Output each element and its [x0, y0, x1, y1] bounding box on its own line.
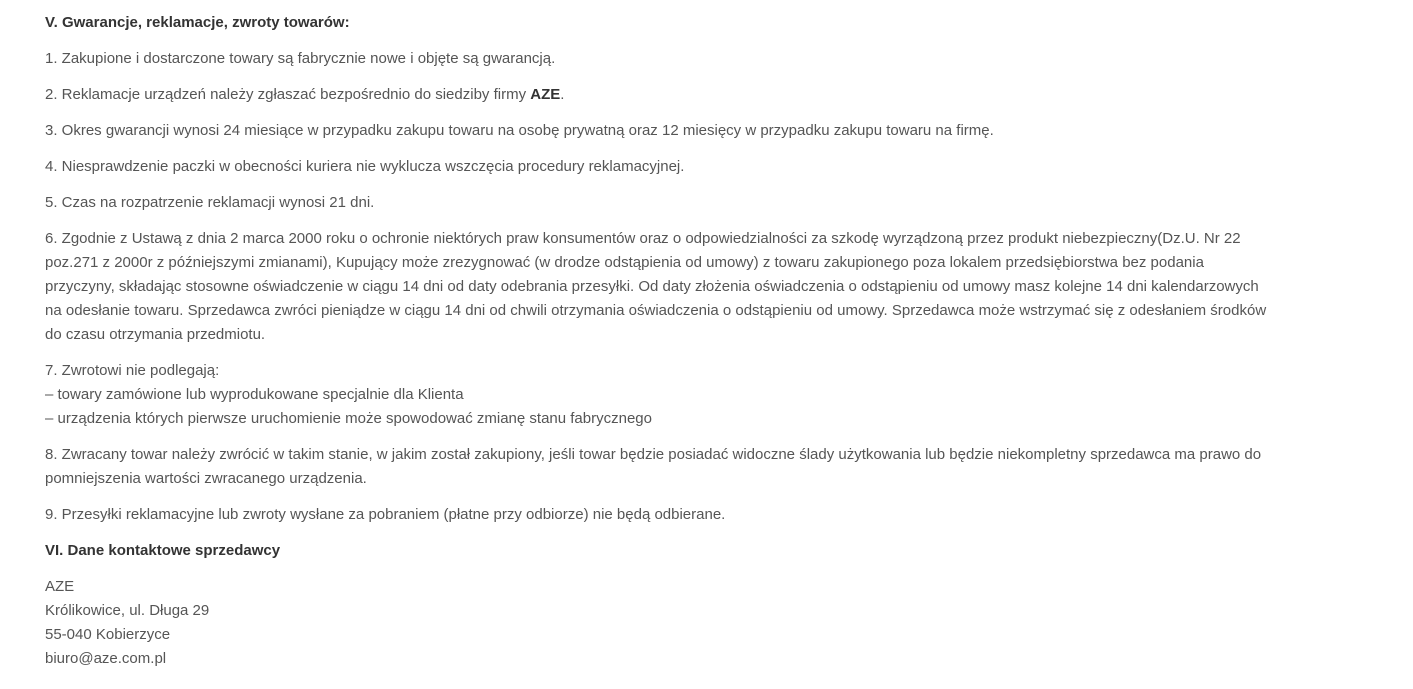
terms-content — [45, 11, 1270, 683]
warranty-item-8: 8. Zwracany towar należy zwrócić w takim stanie, w jakim został zakupiony, jeśli towar będzie posiadać widoczne ślady użytkowania lub będzie niekompletny sprzedawca ma prawo do pomniejszenia wartości zwracanego urządzenia. — [45, 446, 1262, 487]
warranty-item-6: 6. Zgodnie z Ustawą z dnia 2 marca 2000 roku o ochronie niektórych praw konsumentów oraz o odpowiedzialności za szkodę wyrządzoną przez produkt niebezpieczny(Dz.U. Nr 22 poz.271 z 2000r z późniejszymi zmianami), Kupujący może zrezygnować (w drodze odstąpienia od umowy) z towaru zakupionego poza lokalem przedsiębiorstwa bez podania przyczyny, składając stosowne oświadczenie w ciągu 14 dni od daty odebrania przesyłki. Od daty złożenia oświadczenia o odstąpieniu od umowy masz kolejne 14 dni kalendarzowych na odesłanie towaru. Sprzedawca zwróci pieniądze w ciągu 14 dni od chwili otrzymania oświadczenia o odstąpieniu od umowy. Sprzedawca może wstrzymać się z odesłaniem środków do czasu otrzymania przedmiotu. — [45, 230, 1267, 343]
warranty-item-7-title: 7. Zwrotowi nie podlegają: — [45, 362, 220, 379]
list-item: – towary zamówione lub wyprodukowane specjalnie dla Klienta — [45, 386, 464, 403]
address-company: AZE — [45, 578, 75, 595]
company-name: AZE — [530, 86, 561, 103]
warranty-item-2-suffix: . — [560, 86, 565, 103]
warranty-item-5: 5. Czas na rozpatrzenie reklamacji wynosi 21 dni. — [45, 194, 375, 211]
warranty-item-2-text: 2. Reklamacje urządzeń należy zgłaszać bezpośrednio do siedziby firmy — [45, 86, 531, 103]
warranty-item-2 — [45, 83, 1270, 107]
warranty-item-4: 4. Niesprawdzenie paczki w obecności kuriera nie wyklucza wszczęcia procedury reklamacyjnej. — [45, 158, 685, 175]
warranty-item-1: 1. Zakupione i dostarczone towary są fabrycznie nowe i objęte są gwarancją. — [45, 50, 556, 67]
section-heading-contact: VI. Dane kontaktowe sprzedawcy — [45, 542, 281, 559]
address-email: biuro@aze.com.pl — [45, 650, 167, 667]
seller-address — [45, 575, 1270, 671]
address-street: Królikowice, ul. Długa 29 — [45, 602, 210, 619]
list-item: – urządzenia których pierwsze uruchomienie może spowodować zmianę stanu fabrycznego — [45, 410, 652, 427]
warranty-item-9: 9. Przesyłki reklamacyjne lub zwroty wysłane za pobraniem (płatne przy odbiorze) nie będą odbierane. — [45, 506, 726, 523]
warranty-item-3: 3. Okres gwarancji wynosi 24 miesiące w przypadku zakupu towaru na osobę prywatną oraz 12 miesięcy w przypadku zakupu towaru na firmę. — [45, 122, 994, 139]
section-heading-warranty: V. Gwarancje, reklamacje, zwroty towarów: — [45, 14, 350, 31]
warranty-item-7 — [45, 359, 1270, 431]
address-city: 55-040 Kobierzyce — [45, 626, 171, 643]
